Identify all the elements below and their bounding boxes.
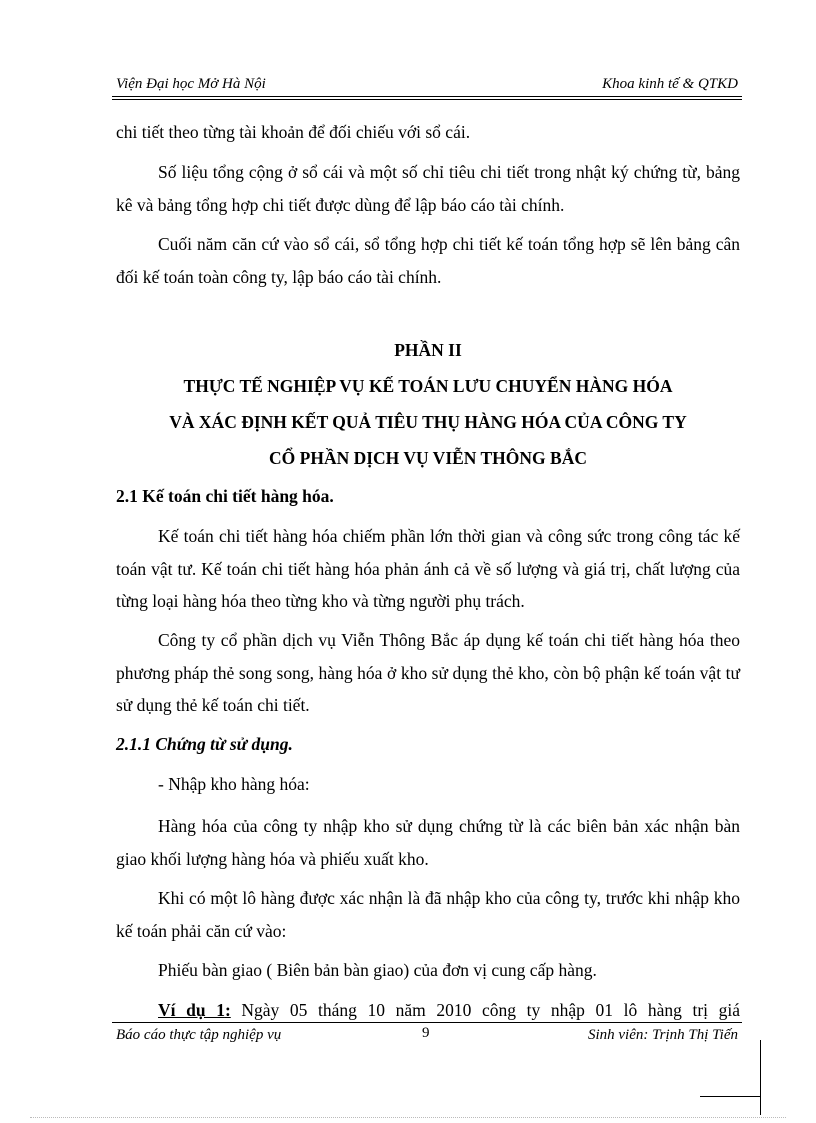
paragraph-before-receipt: Khi có một lô hàng được xác nhận là đã nhập kho của công ty, trước khi nhập kho kế toán phải căn cứ vào: bbox=[116, 888, 740, 941]
paragraph-detail-accounting: Kế toán chi tiết hàng hóa chiếm phần lớn thời gian và công sức trong công tác kế toán vật tư. Kế toán chi tiết hàng hóa phản ánh cả về số lượng và giá trị, chất lượng của từng loại hàng hóa theo từng kho và từng người phụ trách. bbox=[116, 526, 740, 611]
paragraph-receipt-documents: Hàng hóa của công ty nhập kho sử dụng chứng từ là các biên bản xác nhận bàn giao khối lượng hàng hóa và phiếu xuất kho. bbox=[116, 816, 740, 869]
footer-rule bbox=[112, 1022, 742, 1023]
section-heading-2-1: 2.1 Kế toán chi tiết hàng hóa. bbox=[116, 486, 334, 506]
crop-mark-vertical bbox=[760, 1040, 761, 1115]
paragraph-ledger-totals: Số liệu tổng cộng ở sổ cái và một số chỉ tiêu chi tiết trong nhật ký chứng từ, bảng kê và bảng tổng hợp chi tiết được dùng để lập báo cáo tài chính. bbox=[116, 162, 740, 215]
footer-report-title: Báo cáo thực tập nghiệp vụ bbox=[116, 1027, 282, 1043]
paragraph-year-end: Cuối năm căn cứ vào sổ cái, sổ tổng hợp chi tiết kế toán tổng hợp sẽ lên bảng cân đối kế toán toàn công ty, lập báo cáo tài chính. bbox=[116, 234, 740, 287]
header-institution: Viện Đại học Mở Hà Nội bbox=[116, 76, 266, 92]
part-title: PHẦN II bbox=[394, 340, 462, 360]
page-number: 9 bbox=[422, 1025, 430, 1041]
paragraph-parallel-method: Công ty cổ phần dịch vụ Viễn Thông Bắc áp dụng kế toán chi tiết hàng hóa theo phương pháp thẻ song song, hàng hóa ở kho sử dụng thẻ kho, còn bộ phận kế toán vật tư sử dụng thẻ kế toán chi tiết. bbox=[116, 630, 740, 715]
example-colon: : bbox=[224, 1000, 231, 1020]
paragraph-continuation: chi tiết theo từng tài khoản để đối chiếu với sổ cái. bbox=[116, 122, 471, 142]
example-label: Ví dụ 1 bbox=[158, 1000, 225, 1020]
subsection-heading-2-1-1: 2.1.1 Chứng từ sử dụng. bbox=[116, 734, 293, 754]
part-heading-line-3: CỔ PHẦN DỊCH VỤ VIỄN THÔNG BẮC bbox=[269, 448, 587, 468]
paragraph-handover-note: Phiếu bàn giao ( Biên bản bàn giao) của đơn vị cung cấp hàng. bbox=[158, 960, 597, 980]
example-text: Ngày 05 tháng 10 năm 2010 công ty nhập 01 lô hàng trị giá bbox=[230, 1000, 741, 1020]
page-edge-divider bbox=[30, 1117, 786, 1118]
bullet-goods-receipt: - Nhập kho hàng hóa: bbox=[158, 774, 310, 794]
page-footer bbox=[116, 1027, 738, 1047]
page-header bbox=[116, 76, 738, 96]
header-rule-thin bbox=[112, 99, 742, 100]
part-heading-line-2: VÀ XÁC ĐỊNH KẾT QUẢ TIÊU THỤ HÀNG HÓA CỦA CÔNG TY bbox=[169, 412, 687, 432]
crop-mark-horizontal bbox=[700, 1096, 760, 1097]
header-rule bbox=[112, 96, 742, 97]
header-faculty: Khoa kinh tế & QTKD bbox=[602, 76, 738, 92]
part-heading-line-1: THỰC TẾ NGHIỆP VỤ KẾ TOÁN LƯU CHUYỂN HÀNG HÓA bbox=[183, 376, 673, 396]
footer-student: Sinh viên: Trịnh Thị Tiến bbox=[587, 1027, 738, 1043]
